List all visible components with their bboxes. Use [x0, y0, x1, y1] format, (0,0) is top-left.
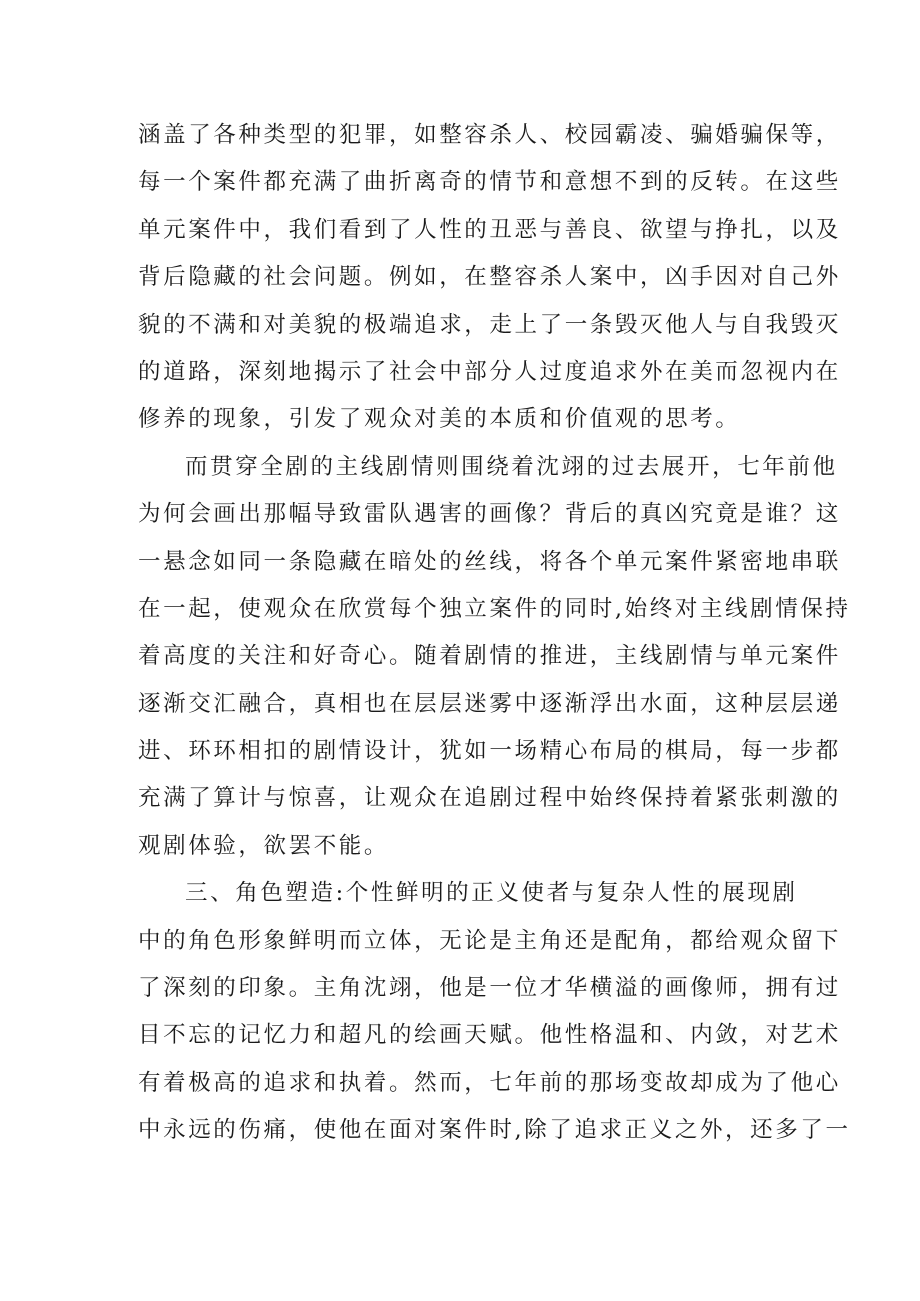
- section-heading-line: 三、角色塑造:个性鲜明的正义使者与复杂人性的展现剧: [185, 880, 798, 907]
- text-line: 着高度的关注和好奇心。随着剧情的推进，主线剧情与单元案件: [138, 643, 841, 670]
- text-line: 目不忘的记忆力和超凡的绘画天赋。他性格温和、内敛，对艺术: [138, 1022, 841, 1049]
- text-line: 单元案件中，我们看到了人性的丑恶与善良、欲望与挣扎，以及: [138, 216, 841, 243]
- body-text: [138, 112, 851, 1155]
- text-line: 每一个案件都充满了曲折离奇的情节和意想不到的反转。在这些: [138, 169, 841, 196]
- text-line: 背后隐藏的社会问题。例如，在整容杀人案中，凶手因对自己外: [138, 264, 841, 291]
- text-line: 为何会画出那幅导致雷队遇害的画像？背后的真凶究竟是谁？这: [138, 501, 841, 528]
- text-line: 的道路，深刻地揭示了社会中部分人过度追求外在美而忽视内在: [138, 358, 841, 385]
- text-line: 中的角色形象鲜明而立体，无论是主角还是配角，都给观众留下: [138, 927, 841, 954]
- text-line: 充满了算计与惊喜，让观众在追剧过程中始终保持着紧张刺激的: [138, 785, 841, 812]
- text-line: 在一起，使观众在欣赏每个独立案件的同时,始终对主线剧情保持: [138, 595, 851, 622]
- text-line: 了深刻的印象。主角沈翊，他是一位才华横溢的画像师，拥有过: [138, 975, 841, 1002]
- text-line: 逐渐交汇融合，真相也在层层迷雾中逐渐浮出水面，这种层层递: [138, 690, 841, 717]
- text-line: 中永远的伤痛，使他在面对案件时,除了追求正义之外，还多了一: [138, 1117, 851, 1144]
- text-line: 修养的现象，引发了观众对美的本质和价值观的思考。: [138, 406, 741, 433]
- text-line: 观剧体验，欲罢不能。: [138, 832, 390, 859]
- text-line: 进、环环相扣的剧情设计，犹如一场精心布局的棋局，每一步都: [138, 738, 841, 765]
- text-line: 有着极高的追求和执着。然而，七年前的那场变故却成为了他心: [138, 1069, 841, 1096]
- text-line: 涵盖了各种类型的犯罪，如整容杀人、校园霸凌、骗婚骗保等，: [138, 122, 841, 148]
- paragraph-start-line: 而贯穿全剧的主线剧情则围绕着沈翊的过去展开，七年前他: [185, 453, 838, 480]
- text-line: 貌的不满和对美貌的极端追求，走上了一条毁灭他人与自我毁灭: [138, 311, 841, 338]
- text-line: 一悬念如同一条隐藏在暗处的丝线，将各个单元案件紧密地串联: [138, 548, 841, 575]
